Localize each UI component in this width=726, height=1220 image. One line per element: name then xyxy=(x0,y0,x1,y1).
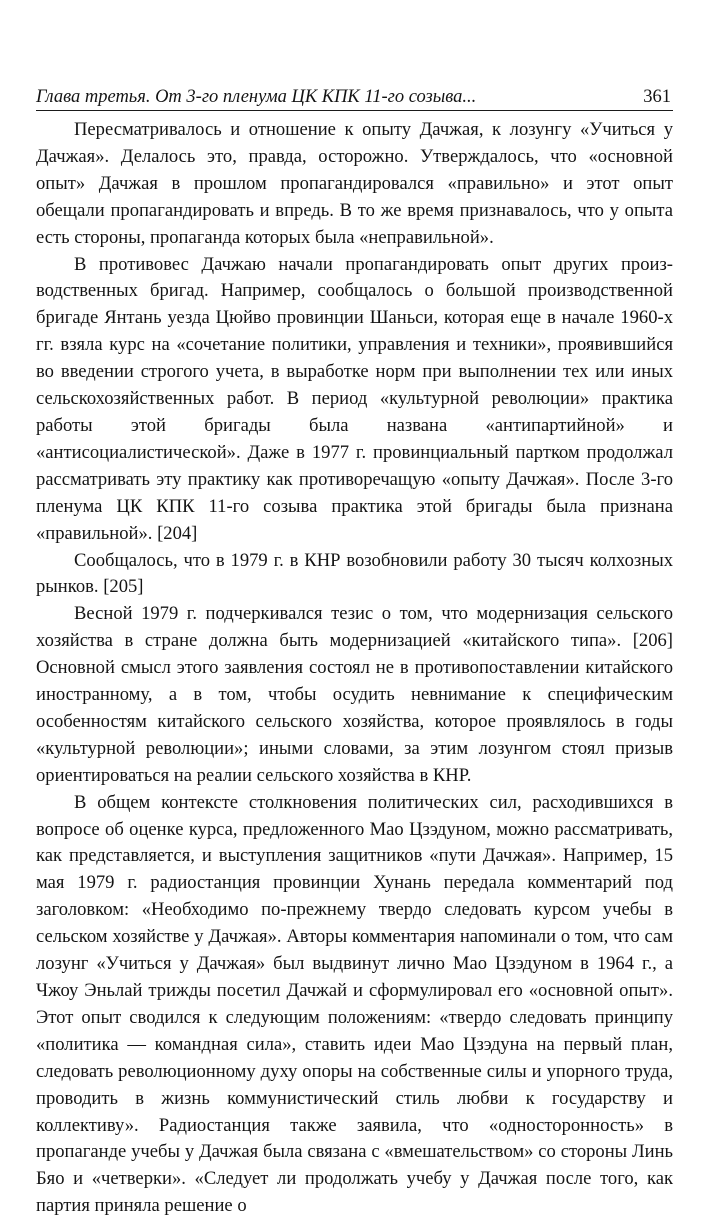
running-header xyxy=(36,86,673,111)
body-text xyxy=(36,117,673,1220)
paragraph-other-brigades: В противовес Дачжаю начали пропагандировать опыт других производственных бригад. Например, сообщалось о большой производственной бригаде Янтань уезда Цюйво провинции Шаньси, которая еще в начале 1960-х гг. взяла курс на «сочетание политики, управления и техники», проявившийся во введении строгого учета, в выработке норм при выполнении тех или иных сельскохозяйственных работ. В период «культурной революции» практика работы этой бригады была названа «антипартийной» и «антисоциалистической». Даже в 1977 г. провинциальный партком продолжал рассматривать эту практику как противоречащую «опыту Дачжая». После 3-го пленума ЦК КПК 11-го созыва практика этой бригады была признана «правильной». [204] xyxy=(36,253,673,544)
paragraph-dazhai-reassessment: Пересматривалось и отношение к опыту Дачжая, к лозунгу «Учиться у Дачжая». Делалось это, правда, осторожно. Утверждалось, что «основной опыт» Дачжая в прошлом пропагандировался «правильно» и этот опыт обещали пропагандировать и впредь. В то же время признавалось, что у опыта есть стороны, пропаганда которых была «неправильной». xyxy=(36,119,673,248)
book-page xyxy=(36,86,673,1220)
paragraph-modernization: Весной 1979 г. подчеркивался тезис о том, что модернизация сельского хозяйства в стране должна быть модернизацией «китайского типа». [206] Основной смысл этого заявления состоял не в противопоставлении китайского иностранному, а в том, чтобы осудить невнимание к специфическим особенностям китайского сельского хозяйства, которое проявлялось в годы «культурной революции»; иными словами, за этим лозунгом стоял призыв ориентироваться на реалии сельского хозяйства в КНР. xyxy=(36,603,673,786)
page-number: 361 xyxy=(643,87,671,107)
paragraph-dazhai-defenders: В общем контексте столкновения политических сил, расходившихся в вопросе об оценке курса, предложенного Мао Цзэдуном, можно рассматривать, как представляется, и выступления защитников «пути Дачжая». Например, 15 мая 1979 г. радиостанция провинции Хунань передала комментарий под заголовком: «Необходимо по-прежнему твердо следовать курсом учебы в сельском хозяйстве у Дачжая». Авторы комментария напоминали о том, что сам лозунг «Учиться у Дачжая» был выдвинут лично Мао Цзэдуном в 1964 г., а Чжоу Эньлай трижды посетил Дачжай и сформулировал его «основной опыт». Этот опыт сводился к следующим положениям: «твердо следовать принципу «политика — командная сила», ставить идеи Мао Цзэдуна на первый план, следовать революционному духу опоры на собственные силы и упорного труда, проводить в жизнь коммунистический стиль любви к государству и коллективу». Радиостанция также заявила, что «односторонность» в пропаганде учебы у Дачжая была связана с «вмешательством» со стороны Линь Бяо и «четверки». «Следует ли продолжать учебу у Дачжая после того, как партия приняла решение о xyxy=(36,791,673,1217)
paragraph-markets: Сообщалось, что в 1979 г. в КНР возобновили работу 30 тысяч колхозных рынков. [205] xyxy=(36,549,673,598)
chapter-running-title: Глава третья. От 3-го пленума ЦК КПК 11-го созыва... xyxy=(36,87,477,107)
